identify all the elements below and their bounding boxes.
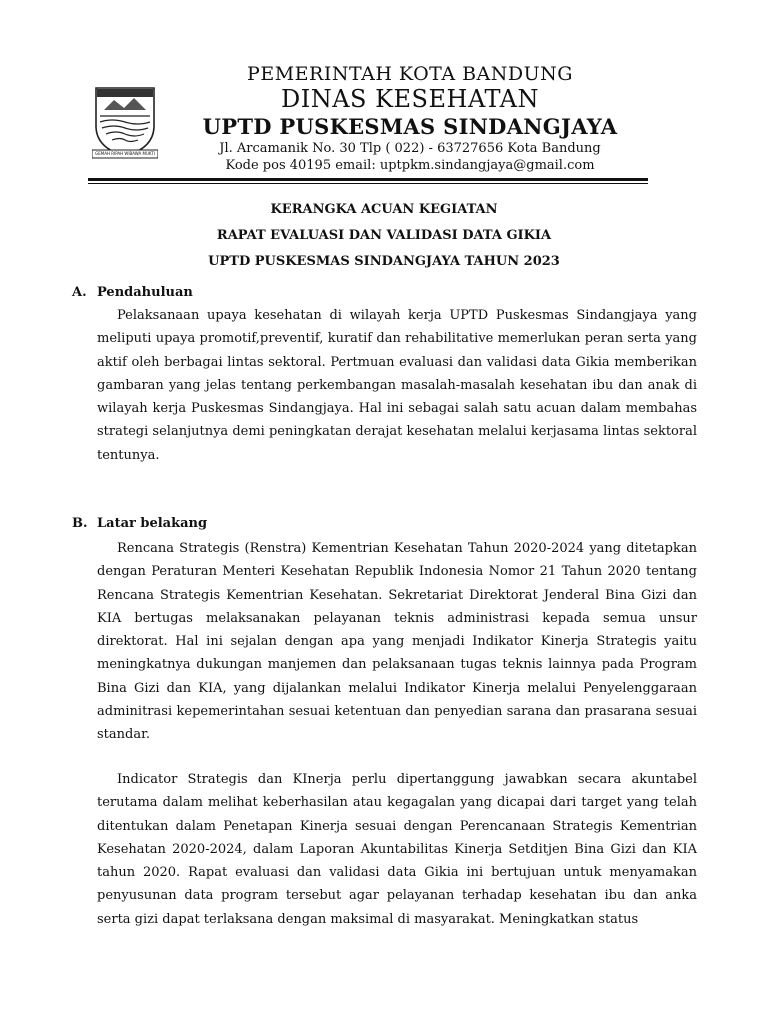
document-title-line1: KERANGKA ACUAN KEGIATAN <box>270 202 498 217</box>
section-b-letter: B. <box>72 516 88 531</box>
city-emblem-logo <box>92 84 158 160</box>
address-line: Jl. Arcamanik No. 30 Tlp ( 022) - 63727656 Kota Bandung <box>219 141 601 156</box>
document-title-line3: UPTD PUSKESMAS SINDANGJAYA TAHUN 2023 <box>208 254 560 269</box>
letterhead-divider-thick <box>88 178 648 181</box>
section-b-paragraph-2: Indicator Strategis dan KInerja perlu dipertanggung jawabkan secara akuntabel terutama dalam melihat keberhasilan atau kegagalan yang dicapai dari target yang telah ditentukan dalam Penetapan Kinerja sesuai dengan Perencanaan Strategis Kementrian Kesehatan 2020-2024, dalam Laporan Akuntabilitas Kinerja Setditjen Bina Gizi dan KIA tahun 2020. Rapat evaluasi dan validasi data Gikia ini bertujuan untuk menyamakan penyusunan data program tersebut agar pelayanan terhadap kesehatan ibu dan anka serta gizi dapat terlaksana dengan maksimal di masyarakat. Meningkatkan status <box>97 772 697 927</box>
section-b-paragraph-1: Rencana Strategis (Renstra) Kementrian Kesehatan Tahun 2020-2024 yang ditetapkan dengan Peraturan Menteri Kesehatan Republik Indonesia Nomor 21 Tahun 2020 tentang Rencana Strategis Kementrian Kesehatan. Sekretariat Direktorat Jenderal Bina Gizi dan KIA bertugas melaksanakan pelayanan teknis administrasi kepada semua unsur direktorat. Hal ini sejalan dengan apa yang menjadi Indikator Kinerja Strategis yaitu meningkatnya dukungan manjemen dan pelaksanaan tugas teknis lainnya pada Program Bina Gizi dan KIA, yang dijalankan melalui Indikator Kinerja melalui Penyelenggaraan adminitrasi kepemerintahan sesuai ketentuan dan penyedian sarana dan prasarana sesuai standar. <box>97 541 697 743</box>
section-b-title: Latar belakang <box>97 516 208 531</box>
logo-motto: GEMAH RIPAH WIBAWA MUKTI <box>95 151 155 156</box>
section-a-letter: A. <box>72 285 87 300</box>
government-name: PEMERINTAH KOTA BANDUNG <box>247 63 573 85</box>
document-title-line2: RAPAT EVALUASI DAN VALIDASI DATA GIKIA <box>216 228 552 243</box>
section-a-paragraph: Pelaksanaan upaya kesehatan di wilayah kerja UPTD Puskesmas Sindangjaya yang meliputi upaya promotif,preventif, kuratif dan rehabilitative memerlukan peran serta yang aktif oleh berbagai lintas sektoral. Pertmuan evaluasi dan validasi data Gikia memberikan gambaran yang jelas tentang perkembangan masalah-masalah kesehatan ibu dan anak di wilayah kerja Puskesmas Sindangjaya. Hal ini sebagai salah satu acuan dalam membahas strategi selanjutnya demi peningkatan derajat kesehatan melalui kerjasama lintas sektoral tentunya. <box>97 308 697 463</box>
department-name: DINAS KESEHATAN <box>280 85 539 113</box>
institution-name: UPTD PUSKESMAS SINDANGJAYA <box>202 114 618 139</box>
letterhead <box>160 62 660 174</box>
contact-line: Kode pos 40195 email: uptpkm.sindangjaya@gmail.com <box>225 158 595 173</box>
letterhead-divider-thin <box>88 183 648 184</box>
section-a-title: Pendahuluan <box>97 285 193 300</box>
